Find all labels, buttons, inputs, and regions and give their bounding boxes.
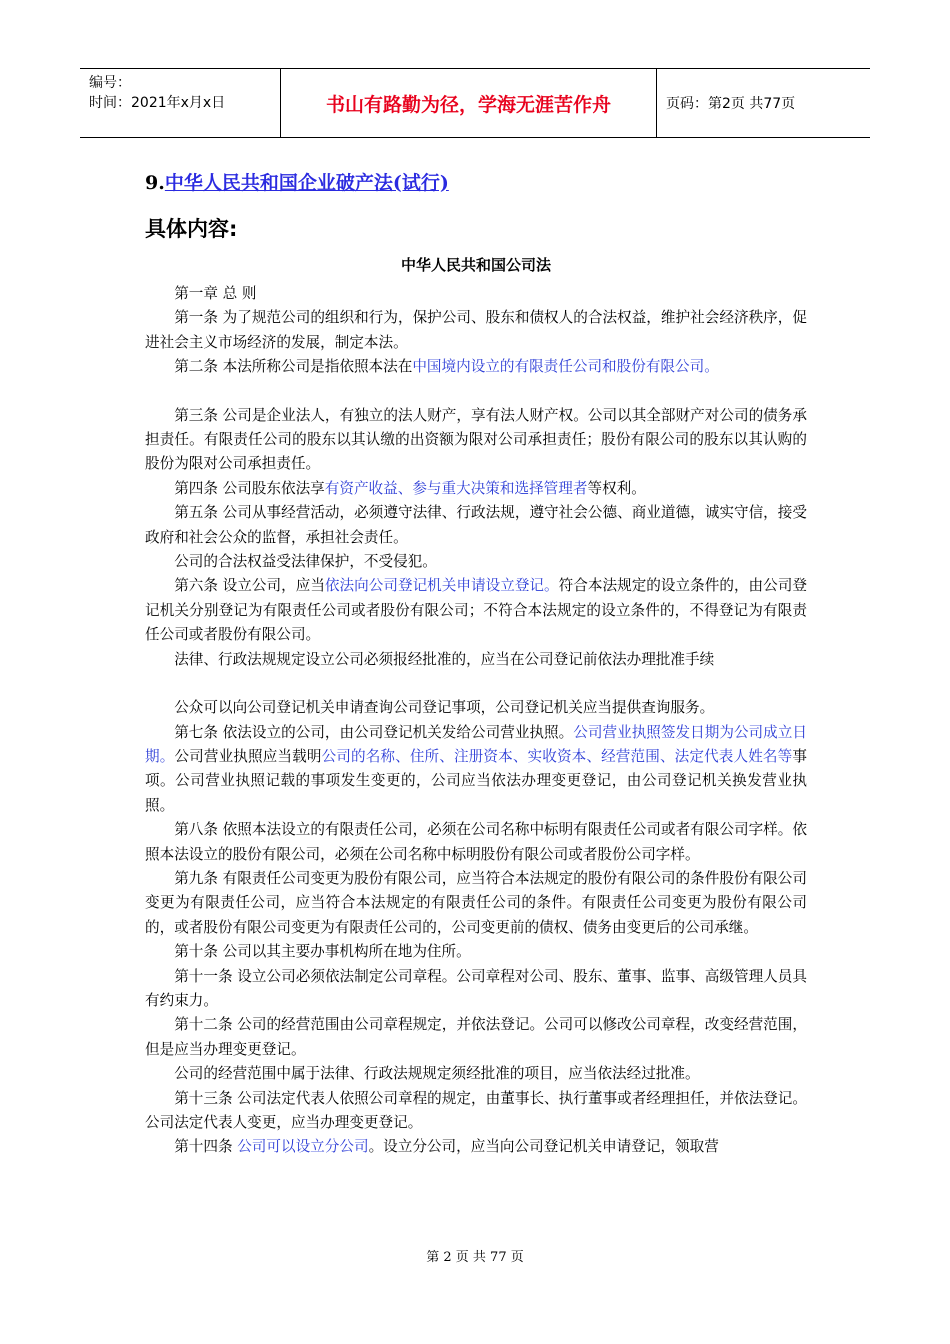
inline-link[interactable]: 依法向公司登记机关申请设立登记。 — [324, 577, 559, 595]
paragraph-gap — [145, 672, 807, 696]
inline-link[interactable]: 有资产收益、参与重大决策和选择管理者 — [324, 479, 588, 497]
article-paragraph — [145, 965, 807, 1014]
paragraph-text: 第三条 公司是企业法人，有独立的法人财产，享有法人财产权。公司以其全部财产对公司的债务承担责任。有限责任公司的股东以其认缴的出资额为限对公司承担责任；股份有限公司的股东以其认购的股份为限对公司承担责任。 — [145, 406, 807, 473]
article-paragraph — [145, 940, 807, 964]
paragraph-text: 第七条 依法设立的公司，由公司登记机关发给公司营业执照。 — [174, 723, 574, 741]
paragraph-text: 符合本法规定的设立条件的，由公司登记机关分别登记为有限责任公司或者股份有限公司；不符合本法规定的设立条件的，不得登记为有限责任公司或者股份有限公司。 — [145, 577, 807, 644]
header-motto: 书山有路勤为径，学海无涯苦作舟 — [281, 69, 657, 137]
inline-link[interactable]: 公司的名称、住所、注册资本、实收资本、经营范围、法定代表人姓名等 — [321, 747, 793, 765]
paragraph-text: 第五条 公司从事经营活动，必须遵守法律、行政法规，遵守社会公德、商业道德，诚实守信，接受政府和社会公众的监督，承担社会责任。 — [145, 504, 807, 546]
article-paragraph — [145, 1087, 807, 1136]
paragraph-text: 第八条 依照本法设立的有限责任公司，必须在公司名称中标明有限责任公司或者有限公司字样。依照本法设立的股份有限公司，必须在公司名称中标明股份有限公司或者股份公司字样。 — [145, 821, 807, 863]
article-paragraph — [145, 867, 807, 940]
doc-title: 中华人民共和国公司法 — [400, 256, 551, 274]
paragraph-text: 第一条 为了规范公司的组织和行为，保护公司、股东和债权人的合法权益，维护社会经济秩序，促进社会主义市场经济的发展，制定本法。 — [145, 309, 807, 351]
article-paragraph — [145, 818, 807, 867]
article-paragraph — [145, 648, 807, 672]
article-paragraph — [145, 306, 807, 355]
law-number: 9. — [145, 172, 165, 194]
paragraph-text: 第四条 公司股东依法享 — [174, 479, 325, 497]
article-paragraph — [145, 721, 807, 819]
article-paragraph — [145, 696, 807, 720]
document-body — [145, 170, 807, 1160]
article-paragraph — [145, 1135, 807, 1159]
inline-link[interactable]: 公司营业执照签发日期为公司成立日期。 — [145, 723, 807, 765]
article-paragraph — [145, 477, 807, 501]
paragraph-text: 公司营业执照应当载明 — [174, 747, 322, 765]
article-paragraph — [145, 282, 807, 306]
inline-link[interactable]: 中国境内设立的有限责任公司和股份有限公司。 — [412, 358, 719, 376]
article-paragraph — [145, 404, 807, 477]
page-footer: 第 2 页 共 77 页 — [426, 1250, 524, 1265]
number-label: 编号： — [89, 75, 131, 91]
paragraph-text: 公众可以向公司登记机关申请查询公司登记事项，公司登记机关应当提供查询服务。 — [174, 699, 715, 717]
paragraph-text: 第十一条 设立公司必须依法制定公司章程。公司章程对公司、股东、董事、监事、高级管理人员具有约束力。 — [145, 967, 807, 1009]
article-paragraph — [145, 1062, 807, 1086]
paragraph-text: 第九条 有限责任公司变更为股份有限公司，应当符合本法规定的股份有限公司的条件股份有限公司变更为有限责任公司，应当符合本法规定的有限责任公司的条件。有限责任公司变更为股份有限公司的，或者股份有限公司变更为有限责任公司的，公司变更前的债权、债务由变更后的公司承继。 — [145, 869, 807, 936]
article-paragraph — [145, 550, 807, 574]
paragraph-text: 公司的合法权益受法律保护，不受侵犯。 — [174, 553, 437, 571]
law-title — [145, 170, 807, 196]
header-meta — [80, 69, 281, 137]
paragraph-text: 第十二条 公司的经营范围由公司章程规定，并依法登记。公司可以修改公司章程，改变经营范围，但是应当办理变更登记。 — [145, 1016, 807, 1058]
paragraph-text: 事项。公司营业执照记载的事项发生变更的，公司应当依法办理变更登记，由公司登记机关换发营业执照。 — [145, 747, 807, 814]
paragraph-text: 第十四条 — [174, 1138, 238, 1156]
paragraph-text: 法律、行政法规规定设立公司必须报经批准的，应当在公司登记前依法办理批准手续 — [174, 650, 715, 668]
paragraph-text: 第一章 总 则 — [174, 285, 257, 302]
article-paragraph — [145, 1013, 807, 1062]
law-title-link[interactable]: 中华人民共和国企业破产法(试行) — [164, 172, 449, 194]
article-list — [145, 282, 807, 1160]
section-title: 具体内容: — [145, 217, 238, 241]
inline-link[interactable]: 公司可以设立分公司 — [237, 1138, 369, 1156]
article-paragraph — [145, 501, 807, 550]
paragraph-text: 第十条 公司以其主要办事机构所在地为住所。 — [174, 943, 471, 961]
paragraph-gap — [145, 380, 807, 404]
paragraph-text: 。设立分公司，应当向公司登记机关申请登记，领取营 — [368, 1138, 719, 1156]
paragraph-text: 第六条 设立公司，应当 — [174, 577, 325, 595]
paragraph-text: 第二条 本法所称公司是指依照本法在 — [174, 358, 413, 376]
article-paragraph — [145, 355, 807, 379]
paragraph-text: 等权利。 — [587, 479, 646, 497]
header-page-info: 页码：第2页 共77页 — [666, 96, 796, 112]
paragraph-text: 第十三条 公司法定代表人依照公司章程的规定，由董事长、执行董事或者经理担任，并依法登记。公司法定代表人变更，应当办理变更登记。 — [145, 1089, 807, 1131]
date-label: 时间：2021年x月x日 — [89, 95, 226, 111]
article-paragraph — [145, 574, 807, 647]
page-header — [80, 68, 870, 138]
paragraph-text: 公司的经营范围中属于法律、行政法规规定须经批准的项目，应当依法经过批准。 — [174, 1065, 700, 1083]
